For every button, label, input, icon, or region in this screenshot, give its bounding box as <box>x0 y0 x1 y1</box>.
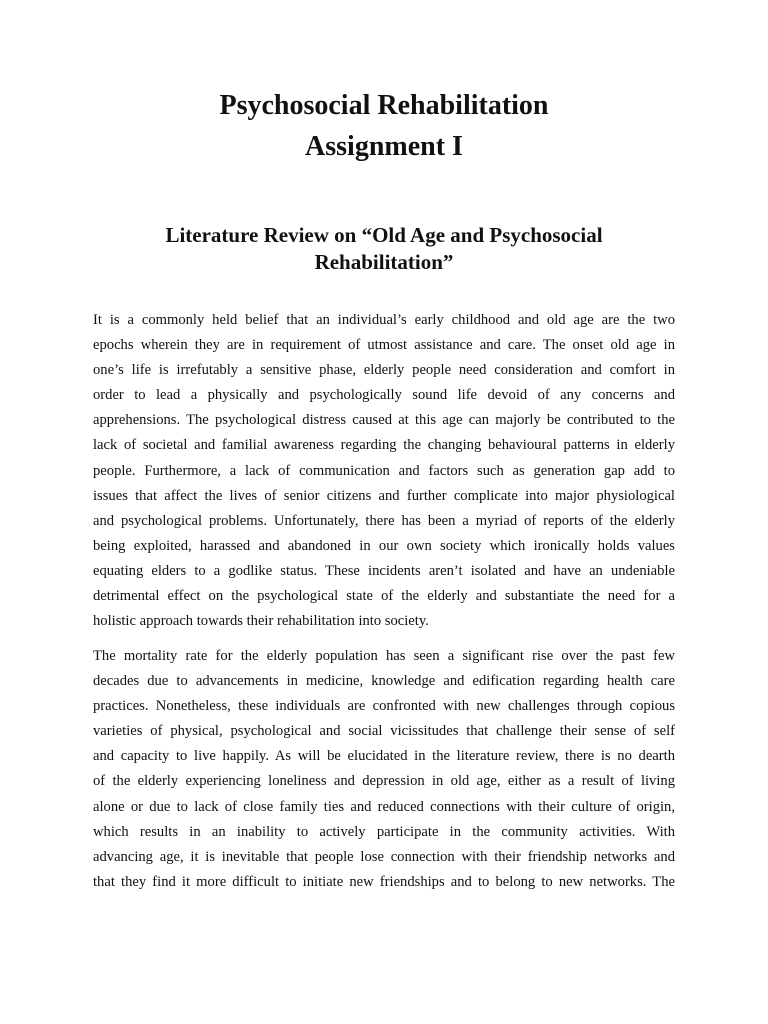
paragraph-line: alone or due to lack of close family ties and reduced connections with their culture of origin, <box>93 798 675 815</box>
paragraph-line: order to lead a physically and psychologically sound life devoid of any concerns and <box>93 387 675 404</box>
paragraph-line: It is a commonly held belief that an individual’s early childhood and old age are the two <box>93 312 675 328</box>
document-title: Psychosocial Rehabilitation <box>219 90 549 121</box>
paragraph-line: practices. Nonetheless, these individuals are confronted with new challenges through copious <box>93 698 675 715</box>
paragraph-line: equating elders to a godlike status. These incidents aren’t isolated and have an undeniable <box>93 562 675 579</box>
paragraph-line: one’s life is irrefutably a sensitive phase, elderly people need consideration and comfort in <box>93 362 675 379</box>
paragraph-line: that they find it more difficult to initiate new friendships and to belong to new networks. The <box>93 873 675 890</box>
paragraph-line: people. Furthermore, a lack of communication and factors such as generation gap add to <box>93 462 675 479</box>
body-paragraph-1 <box>93 308 675 634</box>
paragraph-line: and psychological problems. Unfortunately, there has been a myriad of reports of the elderly <box>93 512 675 529</box>
paragraph-line: advancing age, it is inevitable that people lose connection with their friendship networks and <box>93 848 675 865</box>
paragraph-line: holistic approach towards their rehabilitation into society. <box>93 613 429 630</box>
paragraph-line: lack of societal and familial awareness regarding the changing behavioural patterns in elderly <box>93 437 675 454</box>
paragraph-line: decades due to advancements in medicine, knowledge and edification regarding health care <box>93 673 675 690</box>
paragraph-line: issues that affect the lives of senior citizens and further complicate into major physiological <box>93 487 675 504</box>
document-subtitle-continued: Rehabilitation” <box>314 250 454 274</box>
paragraph-line: varieties of physical, psychological and social vicissitudes that challenge their sense of self <box>93 723 675 740</box>
document-title-subline: Assignment I <box>305 131 463 162</box>
paragraph-line: being exploited, harassed and abandoned in our own society which ironically holds values <box>93 537 675 554</box>
paragraph-line: of the elderly experiencing loneliness and depression in old age, either as a result of living <box>93 773 675 790</box>
paragraph-line: epochs wherein they are in requirement of utmost assistance and care. The onset old age in <box>93 337 675 354</box>
body-paragraph-2 <box>93 644 675 895</box>
document-subtitle: Literature Review on “Old Age and Psychosocial <box>165 223 603 247</box>
paragraph-line: detrimental effect on the psychological state of the elderly and substantiate the need for a <box>93 588 675 605</box>
paragraph-line: The mortality rate for the elderly population has seen a significant rise over the past few <box>93 648 675 664</box>
paragraph-line: and capacity to live happily. As will be elucidated in the literature review, there is no dearth <box>93 748 675 765</box>
paragraph-line: which results in an inability to actively participate in the community activities. With <box>93 823 675 840</box>
paragraph-line: apprehensions. The psychological distress caused at this age can majorly be contributed to the <box>93 412 675 429</box>
